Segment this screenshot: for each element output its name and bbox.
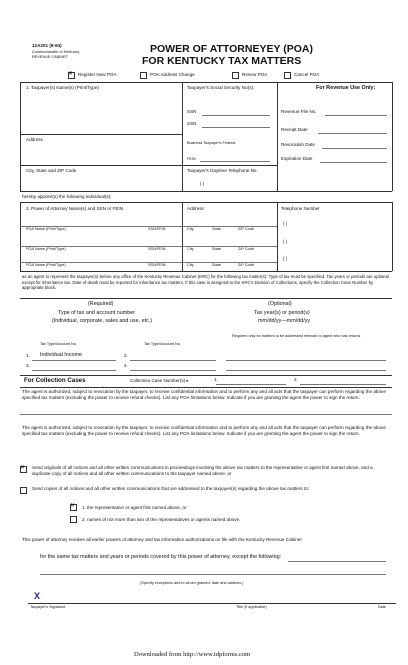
for-same-text: for the same tax matters and years or periods covered by this power of attorney, except the following: <box>40 554 282 560</box>
business-fed-label: Business Taxpayer's Federal <box>187 141 236 145</box>
renew-label: Renew POA <box>242 72 268 77</box>
collection-2-line[interactable] <box>300 384 386 385</box>
title-label: Title (if applicable) <box>236 605 267 609</box>
send-copies-text: Send copies of all notices and all other written communications that are addressed to the taxpayer(s) regarding the above tax matters to: <box>32 486 310 491</box>
revocation-line <box>322 148 387 149</box>
rule <box>20 134 182 135</box>
poa-name-2: POA Name (Print/Type) <box>26 247 66 251</box>
ssn1-label: SSN <box>187 109 197 114</box>
col-b-label: Tax Type/Account No. <box>144 342 181 346</box>
rule <box>20 202 21 271</box>
rule <box>20 191 392 192</box>
years-label-2: mm/dd/yy—mm/dd/yy <box>258 318 311 324</box>
rule <box>277 202 278 271</box>
type-label-2: (Individual, corporate, sales and use, etc.) <box>52 318 153 324</box>
fein-line[interactable] <box>200 161 270 162</box>
receipt-label: Receipt Date <box>281 127 308 132</box>
sub1-text: 1. the representative or agent first named above, or <box>82 505 187 510</box>
row-4-num: 4. <box>124 363 128 368</box>
footer-link[interactable]: Downloaded from http://www.tdpforms.com <box>134 651 251 658</box>
send-originals-text: Send originals of all notices and all other written communications in proceedings involving the above tax matters to the representative or agent first named above, and a duplicate copy of all notices and all other written communications to the taxpayer named above; or <box>32 465 373 477</box>
agent-text: as an agent to represent the taxpayer(s) before any office of the Kentucky Revenue Cabinet (KRC) for the following tax matter(s): Type of tax must be specified. Tax years or periods are optional except for inheritance tax. Date of death must be reported for inheritance tax matters. If this case is assigned to the KRC's Division of Collections, specify the Collection Case Number by appropriate block. <box>22 274 389 291</box>
row-4-line[interactable] <box>130 370 216 371</box>
register-new-checkbox[interactable] <box>68 72 75 79</box>
row-2-line[interactable] <box>130 360 216 361</box>
row-1-line[interactable] <box>32 360 116 361</box>
signature-line[interactable] <box>28 603 396 604</box>
page-title: POWER OF ATTORNEYEY (POA) <box>150 43 313 55</box>
rule <box>182 202 183 271</box>
collection-label: For Collection Cases <box>24 377 86 384</box>
rule <box>20 298 392 299</box>
cancel-label: Cancel POA <box>294 72 320 77</box>
ssn2-line[interactable] <box>202 127 270 128</box>
rule <box>392 82 393 191</box>
poa-name-1: POA Name (Print/Type) <box>26 227 66 231</box>
address-change-label: POA Address Change <box>150 72 195 77</box>
collection-n2: 2. <box>294 377 298 382</box>
revocation-label: Revocation Date <box>281 142 315 147</box>
poa-state-1: State <box>212 227 221 231</box>
phone-label: Taxpayer's Daytime Telephone No. <box>187 168 258 173</box>
revokes-text: This power of attorney revokes all earlier powers of attorney and tax information authorizations on file with the Kentucky Revenue Cabinet <box>22 537 302 542</box>
cancel-checkbox[interactable] <box>284 72 291 79</box>
rule <box>20 375 392 376</box>
optional-label: (Optional) <box>268 301 292 307</box>
city-label: City, State and ZIP Code <box>26 168 77 173</box>
poa-ssn-1: SSN/FEIN <box>148 227 166 231</box>
rule <box>20 202 392 203</box>
limitations-line-1[interactable] <box>20 414 392 415</box>
phone-paren: ( ) <box>200 181 205 186</box>
collection-n1: 1. <box>214 377 218 382</box>
receipt-line <box>318 133 387 134</box>
signature-label: Taxpayer's Signature <box>30 605 66 609</box>
authorization-text-2: The agent is authorized, subject to revocation by the taxpayer, to receive confidential information and to perform any and all acts that the taxpayer can perform regarding the above specified tax matters (excluding the power to receive refund checks). List any POA limitations below. Indicate if you are granting the agent the power to sign the return. <box>22 425 386 437</box>
poa-phone-1: ( ) <box>283 221 288 226</box>
poa-city-2: City <box>187 247 194 251</box>
address-change-checkbox[interactable] <box>140 72 147 79</box>
page-subtitle: FOR KENTUCKY TAX MATTERS <box>142 55 302 67</box>
sub2-text: 2. names of not more than two of the representatives or agents named above. <box>82 517 241 522</box>
renew-checkbox[interactable] <box>232 72 239 79</box>
poa-state-3: State <box>212 263 221 267</box>
address-label: Address <box>26 137 43 142</box>
rule <box>20 387 392 388</box>
rule <box>20 82 392 83</box>
sub2-checkbox[interactable] <box>70 516 77 523</box>
row-2-num: 2. <box>124 353 128 358</box>
taxpayer-names-label: 1. Taxpayer(s) Name(s) (Print/Type) <box>26 85 99 90</box>
col-a-label: Tax Type/Account No. <box>40 342 77 346</box>
form-id: 12A201 (8-94) <box>32 43 62 48</box>
rule <box>20 165 277 166</box>
hereby-text: hereby appoint(s) the following individual(s): <box>22 194 112 199</box>
rule <box>392 202 393 271</box>
required-label: (Required) <box>88 301 114 307</box>
send-copies-checkbox[interactable] <box>20 487 27 494</box>
signature-mark: X <box>34 591 41 601</box>
telephone-label: Telephone Number <box>281 206 320 211</box>
sub1-checkbox[interactable] <box>70 504 77 511</box>
expiration-label: Expiration Date <box>281 156 313 161</box>
poa-zip-2: ZIP Code <box>238 247 254 251</box>
poa-city-3: City <box>187 263 194 267</box>
exceptions-line-1[interactable] <box>288 561 386 562</box>
agency-line2: REVENUE CABINET <box>32 55 68 59</box>
years-label-1: Tax year(s) or period(s) <box>254 310 310 316</box>
rule <box>182 82 183 191</box>
collection-case-label: Collection Case Number(s) ▸ <box>130 378 189 383</box>
poa-state-2: State <box>212 247 221 251</box>
poa-zip-3: ZIP Code <box>238 263 254 267</box>
row-3-num: 3. <box>26 363 30 368</box>
poa-zip-1: ZIP Code <box>238 227 254 231</box>
rule <box>20 82 21 191</box>
poa-name-3: POA Name (Print/Type) <box>26 263 66 267</box>
poa-phone-2: ( ) <box>283 239 288 244</box>
date-label: Date <box>378 605 387 609</box>
authorization-text-1: The agent is authorized, subject to revocation by the taxpayer, to receive confidential information and to perform any and all acts that the taxpayer can perform regarding the above specified tax matters (excluding the power to receive refund checks). List any POA limitations below. Indicate if you are granting the agent the power to sign the return. <box>22 389 386 401</box>
expiration-line <box>320 162 387 163</box>
agency-line1: Commonwealth of Kentucky <box>32 50 80 54</box>
poa-city-1: City <box>187 227 194 231</box>
row-3-line[interactable] <box>32 370 116 371</box>
exceptions-line-2[interactable] <box>40 574 386 575</box>
attorney-label: 2. Power of Attorney Name(s) and SSN or FEIN <box>26 206 124 211</box>
poa-ssn-2: SSN/FEIN <box>148 247 166 251</box>
ssn2-label: SSN <box>187 121 197 126</box>
collection-1-line[interactable] <box>216 384 286 385</box>
required-note: Required only for matters to be addressed relevant to agent who has returns <box>232 334 361 338</box>
years-1-line[interactable] <box>226 360 386 361</box>
type-label-1: Type of tax and account number <box>58 310 136 316</box>
poa-ssn-3: SSN/FEIN <box>148 263 166 267</box>
row-1-num: 1. <box>26 353 30 358</box>
file-no-line <box>325 115 387 116</box>
row-1-value[interactable]: Individual Income <box>40 352 82 358</box>
ssn1-line[interactable] <box>202 115 270 116</box>
revenue-use-header: For Revenue Use Only; <box>316 85 376 91</box>
specify-note: (Specify exceptions and to whom granted: date and address.) <box>140 581 244 585</box>
file-no-label: Revenue File No. <box>281 109 317 114</box>
ssn-header: Taxpayer's Social Security No(s). <box>187 85 255 90</box>
rule <box>277 82 278 191</box>
address-col-label: Address <box>187 206 204 211</box>
fein-label: FEIN <box>187 157 196 161</box>
years-2-line[interactable] <box>226 370 386 371</box>
send-originals-checkbox[interactable] <box>20 466 27 473</box>
register-new-label: Register New POA <box>78 72 117 77</box>
poa-phone-3: ( ) <box>283 256 288 261</box>
rule <box>20 271 392 272</box>
